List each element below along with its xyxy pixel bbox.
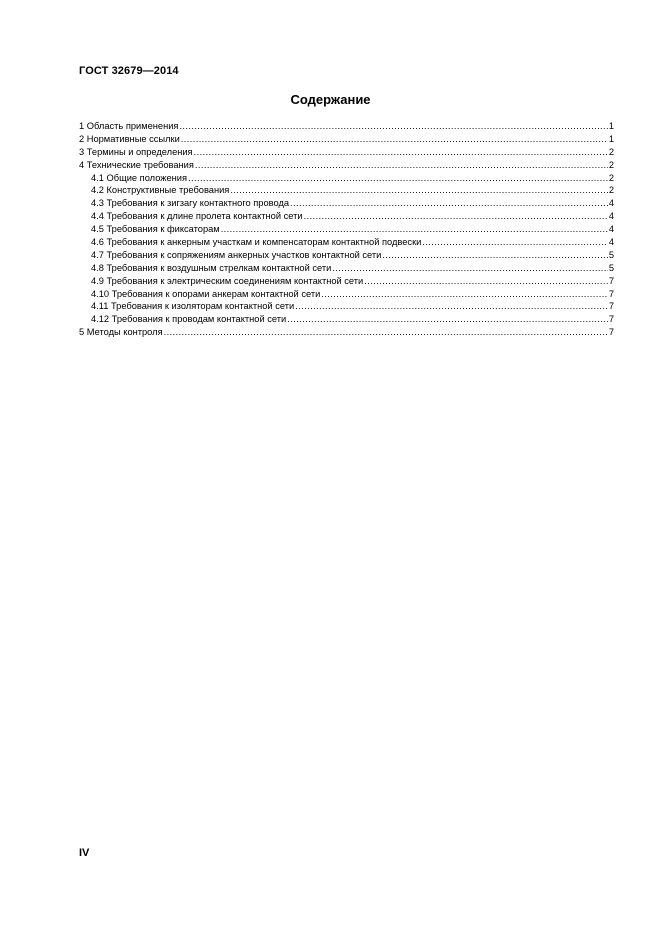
toc-entry-4-2[interactable] <box>79 184 614 197</box>
toc-entry-3[interactable] <box>79 146 614 159</box>
toc-entry-page: 7 <box>608 288 614 299</box>
toc-entry-4-5[interactable] <box>79 223 614 236</box>
toc-leader-dots <box>295 300 608 313</box>
toc-leader-dots <box>188 172 608 185</box>
toc-entry-4-8[interactable] <box>79 262 614 275</box>
toc-entry-page: 1 <box>608 133 614 144</box>
toc-leader-dots <box>195 159 608 172</box>
toc-entry-4-6[interactable] <box>79 236 614 249</box>
toc-entry-2[interactable] <box>79 133 614 146</box>
toc-entry-page: 4 <box>608 237 614 248</box>
toc-leader-dots <box>422 236 607 249</box>
toc-entry-label: 4.11 Требования к изоляторам контактной сети <box>91 301 295 312</box>
toc-leader-dots <box>290 197 608 210</box>
toc-leader-dots <box>181 133 608 146</box>
toc-entry-label: 4.4 Требования к длине пролета контактной сети <box>91 211 303 222</box>
toc-leader-dots <box>230 184 607 197</box>
toc-leader-dots <box>194 146 608 159</box>
toc-entry-page: 1 <box>608 121 614 131</box>
toc-entry-4-12[interactable] <box>79 313 614 326</box>
document-code: ГОСТ 32679—2014 <box>79 65 179 77</box>
toc-entry-page: 7 <box>608 314 614 325</box>
toc-entry-label: 4.6 Требования к анкерным участкам и компенсаторам контактной подвески <box>91 237 422 248</box>
toc-entry-page: 7 <box>608 327 614 338</box>
toc-entry-label: 4.5 Требования к фиксаторам <box>91 224 220 235</box>
toc-entry-page: 2 <box>608 146 614 157</box>
toc-entry-label: 4.7 Требования к сопряжениям анкерных участков контактной сети <box>91 249 382 260</box>
toc-entry-4-7[interactable] <box>79 249 614 262</box>
toc-entry-4-9[interactable] <box>79 275 614 288</box>
toc-leader-dots <box>332 262 607 275</box>
toc-entry-4[interactable] <box>79 159 614 172</box>
toc-title: Содержание <box>290 92 371 107</box>
toc-entry-label: 4.10 Требования к опорами анкерам контактной сети <box>91 288 321 299</box>
toc-entry-page: 4 <box>608 198 614 209</box>
toc-leader-dots <box>304 210 608 223</box>
toc-entry-label: 4 Технические требования <box>79 159 194 170</box>
toc-entry-page: 7 <box>608 275 614 286</box>
toc-entry-label: 5 Методы контроля <box>79 327 163 338</box>
toc-entry-page: 5 <box>608 249 614 260</box>
toc-entry-label: 3 Термины и определения <box>79 146 193 157</box>
toc-entry-label: 4.2 Конструктивные требования <box>91 185 230 196</box>
toc-entry-page: 2 <box>608 159 614 170</box>
toc-leader-dots <box>382 249 607 262</box>
toc-leader-dots <box>221 223 608 236</box>
toc-entry-5[interactable] <box>79 326 614 339</box>
toc-entry-page: 4 <box>608 224 614 235</box>
page-number: IV <box>79 847 90 859</box>
toc-entry-page: 4 <box>608 211 614 222</box>
table-of-contents <box>79 120 614 339</box>
toc-entry-4-4[interactable] <box>79 210 614 223</box>
toc-leader-dots <box>179 120 607 133</box>
toc-entry-page: 7 <box>608 301 614 312</box>
toc-entry-label: 4.9 Требования к электрическим соединениям контактной сети <box>91 275 364 286</box>
toc-entry-label: 4.3 Требования к зигзагу контактного провода <box>91 198 290 209</box>
toc-entry-page: 2 <box>608 172 614 183</box>
toc-entry-1[interactable] <box>79 120 614 133</box>
toc-entry-label: 1 Область применения <box>79 121 179 131</box>
toc-entry-label: 4.8 Требования к воздушным стрелкам контактной сети <box>91 262 332 273</box>
toc-leader-dots <box>164 326 608 339</box>
toc-entry-4-1[interactable] <box>79 172 614 185</box>
toc-entry-4-11[interactable] <box>79 300 614 313</box>
toc-entry-4-3[interactable] <box>79 197 614 210</box>
toc-entry-label: 4.12 Требования к проводам контактной сети <box>91 314 287 325</box>
toc-entry-page: 5 <box>608 262 614 273</box>
toc-entry-label: 4.1 Общие положения <box>91 172 188 183</box>
toc-entry-4-10[interactable] <box>79 288 614 301</box>
toc-leader-dots <box>321 288 608 301</box>
toc-leader-dots <box>287 313 608 326</box>
toc-entry-page: 2 <box>608 185 614 196</box>
toc-leader-dots <box>364 275 608 288</box>
toc-entry-label: 2 Нормативные ссылки <box>79 133 180 144</box>
